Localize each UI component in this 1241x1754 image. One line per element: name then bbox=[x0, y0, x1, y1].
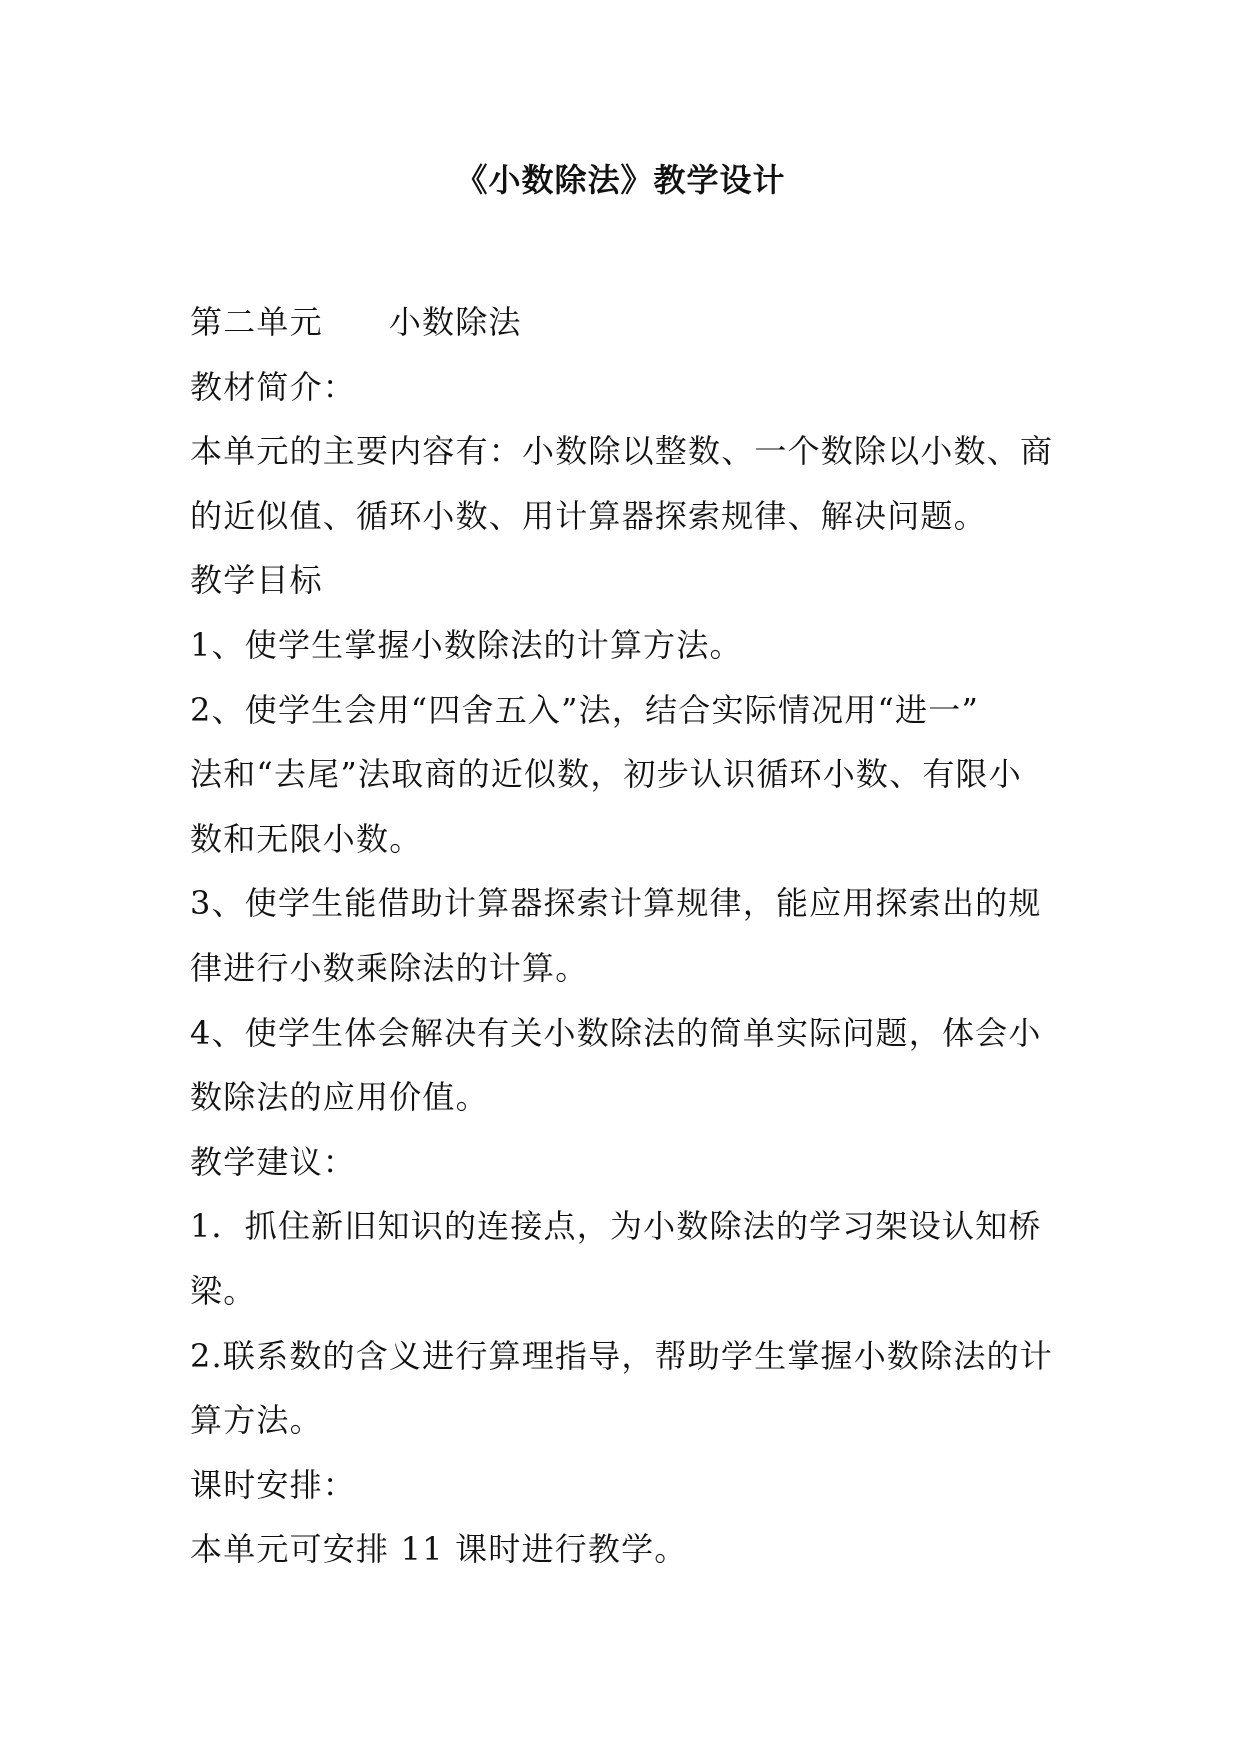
unit-name: 小数除法 bbox=[388, 303, 522, 341]
goal-3-line-1: 3、使学生能借助计算器探索计算规律，能应用探索出的规 bbox=[190, 884, 1042, 923]
suggestion-1-line-2: 梁。 bbox=[190, 1271, 257, 1310]
goal-2-line-2: 法和“去尾”法取商的近似数，初步认识循环小数、有限小 bbox=[190, 755, 1022, 794]
goal-4-line-1: 4、使学生体会解决有关小数除法的简单实际问题，体会小 bbox=[190, 1013, 1042, 1052]
section-heading-materials: 教材简介： bbox=[190, 367, 357, 406]
materials-line-1: 本单元的主要内容有：小数除以整数、一个数除以小数、商 bbox=[190, 432, 1054, 471]
document-title: 《小数除法》教学设计 bbox=[455, 161, 786, 199]
suggestion-1-line-1: 1．抓住新旧知识的连接点，为小数除法的学习架设认知桥 bbox=[190, 1207, 1042, 1246]
document-body bbox=[190, 290, 1060, 1582]
goal-2-line-3: 数和无限小数。 bbox=[190, 819, 423, 858]
unit-heading bbox=[190, 290, 1060, 355]
goal-3-line-2: 律进行小数乘除法的计算。 bbox=[190, 948, 589, 987]
suggestion-2-line-2: 算方法。 bbox=[190, 1401, 323, 1440]
section-heading-suggestions: 教学建议： bbox=[190, 1142, 357, 1181]
unit-label: 第二单元 bbox=[190, 303, 323, 341]
section-heading-schedule: 课时安排： bbox=[190, 1465, 357, 1504]
section-heading-goals: 教学目标 bbox=[190, 561, 323, 600]
materials-line-2: 的近似值、循环小数、用计算器探索规律、解决问题。 bbox=[190, 496, 987, 535]
schedule-line-1: 本单元可安排 11 课时进行教学。 bbox=[190, 1530, 688, 1569]
goal-1-line-1: 1、使学生掌握小数除法的计算方法。 bbox=[190, 625, 743, 664]
goal-2-line-1: 2、使学生会用“四舍五入”法，结合实际情况用“进一” bbox=[190, 690, 979, 729]
suggestion-2-line-1: 2.联系数的含义进行算理指导，帮助学生掌握小数除法的计 bbox=[190, 1336, 1053, 1375]
goal-4-line-2: 数除法的应用价值。 bbox=[190, 1078, 489, 1117]
